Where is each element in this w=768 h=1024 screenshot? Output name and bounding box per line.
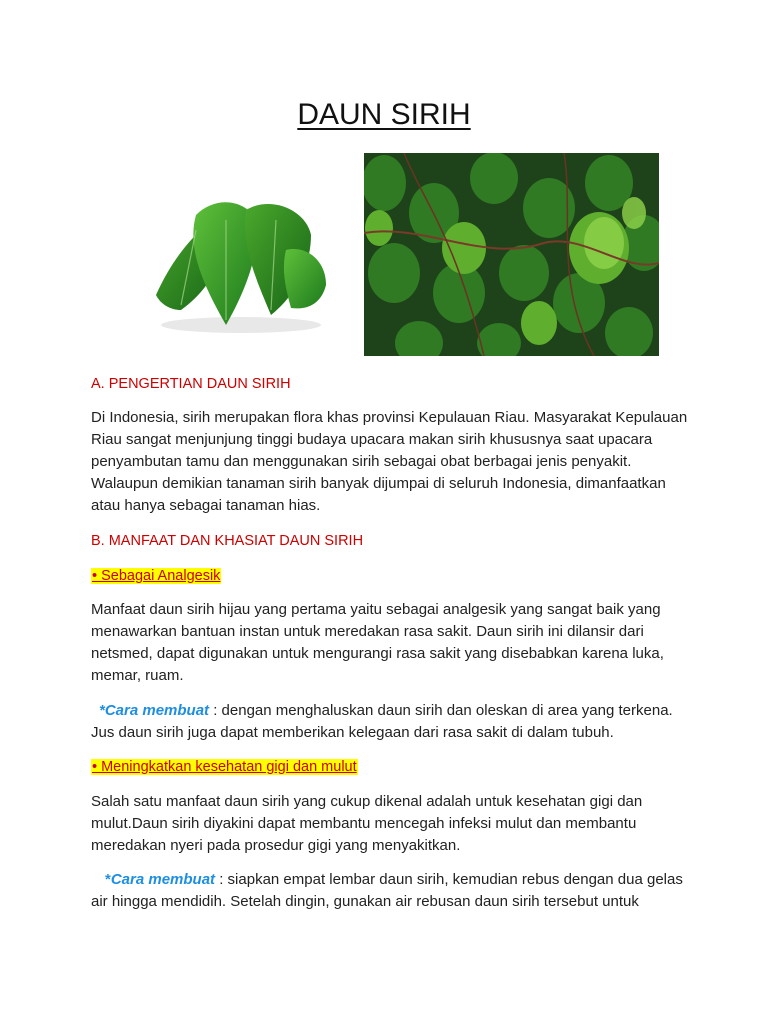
item-1-cara-text: : dengan menghaluskan daun sirih dan oleskan di area yang terkena. Jus daun sirih juga dapat memberikan kelegaan dari rasa sakit di dalam tubuh. (91, 702, 673, 741)
item-1-cara (91, 700, 691, 744)
item-2-cara-star: * (105, 871, 111, 888)
item-1-title-text: • Sebagai Analgesik (92, 568, 221, 584)
item-2-cara-text: : siapkan empat lembar daun sirih, kemudian rebus dengan dua gelas air hingga mendidih. Setelah dingin, gunakan air rebusan daun sirih tersebut untuk (91, 871, 683, 910)
betel-leaves-image (136, 190, 336, 340)
item-2-title-text: • Meningkatkan kesehatan gigi dan mulut (92, 759, 357, 775)
item-2-cara (91, 869, 691, 913)
page-title: DAUN SIRIH (297, 98, 471, 131)
item-2-title (91, 757, 358, 777)
item-2-cara-label: Cara membuat (110, 871, 216, 888)
item-1-title (91, 566, 221, 586)
section-b-heading: B. MANFAAT DAN KHASIAT DAUN SIRIH (91, 533, 364, 549)
section-a-heading: A. PENGERTIAN DAUN SIRIH (91, 376, 291, 392)
section-a-paragraph: Di Indonesia, sirih merupakan flora khas provinsi Kepulauan Riau. Masyarakat Kepulauan Riau sangat menjunjung tinggi budaya upacara makan sirih khususnya saat upacara penyambutan tamu dan menggunakan sirih sebagai obat berbagai jenis penyakit. Walaupun demikian tanaman sirih banyak dijumpai di seluruh Indonesia, dimanfaatkan atau hanya sebagai tanaman hias. (91, 409, 688, 514)
item-1-cara-label: *Cara membuat (99, 702, 210, 719)
item-2-paragraph: Salah satu manfaat daun sirih yang cukup dikenal adalah untuk kesehatan gigi dan mulut.Daun sirih diyakini dapat membantu mencegah infeksi mulut dan membantu meredakan nyeri pada prosedur gigi yang menyakitkan. (91, 793, 643, 854)
betel-vine-image (364, 153, 659, 356)
item-1-paragraph: Manfaat daun sirih hijau yang pertama yaitu sebagai analgesik yang sangat baik yang menawarkan bantuan instan untuk meredakan rasa sakit. Daun sirih ini dilansir dari netsmed, dapat digunakan untuk mengurangi rasa sakit yang disebabkan karena luka, memar, ruam. (91, 601, 664, 684)
